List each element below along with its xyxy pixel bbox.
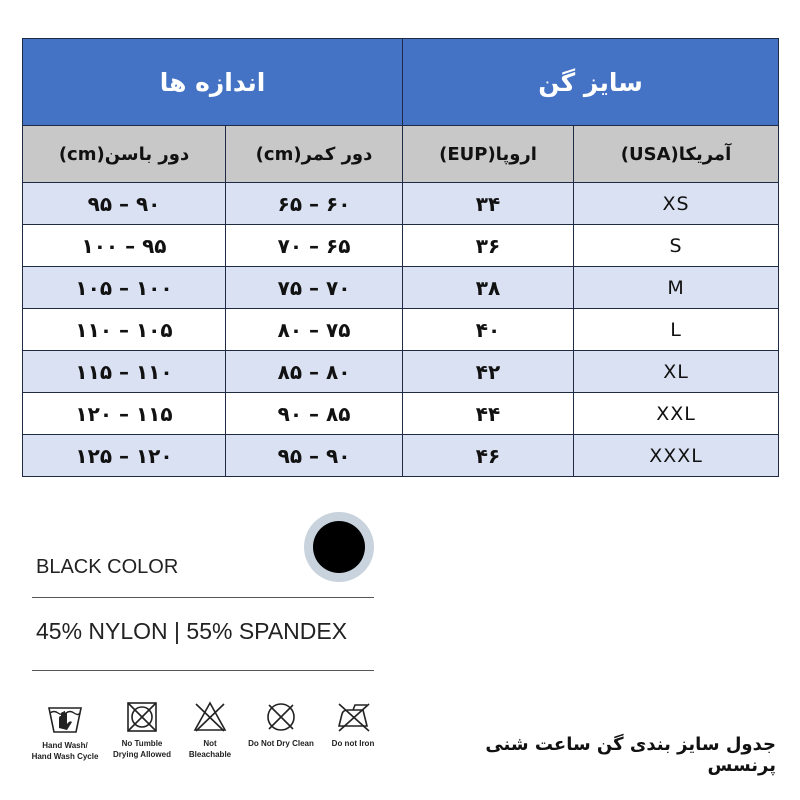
table-row bbox=[23, 351, 779, 393]
column-header-usa: آمریکا(USA) bbox=[574, 126, 779, 183]
no-dry-clean-icon bbox=[264, 700, 298, 734]
europe-size-cell: ۴۲ bbox=[403, 351, 574, 393]
waist-cell: ۷۰ – ۷۵ bbox=[226, 267, 403, 309]
table-row bbox=[23, 309, 779, 351]
waist-cell: ۸۰ – ۸۵ bbox=[226, 351, 403, 393]
usa-size-cell: XL bbox=[574, 351, 779, 393]
usa-size-cell: XS bbox=[574, 183, 779, 225]
chart-caption: جدول سایز بندی گن ساعت شنی پرنسس bbox=[485, 734, 776, 776]
waist-cell: ۹۰ – ۹۵ bbox=[226, 435, 403, 477]
no-tumble-dry-icon bbox=[125, 700, 159, 734]
divider bbox=[32, 670, 374, 671]
care-no-bleach bbox=[182, 700, 238, 760]
care-label: Not Bleachable bbox=[188, 739, 232, 759]
hip-cell: ۱۱۰ – ۱۱۵ bbox=[23, 351, 226, 393]
care-label: No Tumble Drying Allowed bbox=[113, 739, 171, 759]
care-hand-wash bbox=[28, 700, 102, 762]
hip-cell: ۱۱۵ – ۱۲۰ bbox=[23, 393, 226, 435]
europe-size-cell: ۳۸ bbox=[403, 267, 574, 309]
care-label: Do Not Dry Clean bbox=[248, 739, 314, 748]
group-header-measurements: اندازه ها bbox=[23, 39, 403, 126]
waist-cell: ۶۵ – ۷۰ bbox=[226, 225, 403, 267]
table-row bbox=[23, 225, 779, 267]
table-row bbox=[23, 435, 779, 477]
no-bleach-icon bbox=[192, 700, 228, 734]
hip-cell: ۹۵ – ۱۰۰ bbox=[23, 225, 226, 267]
usa-size-cell: S bbox=[574, 225, 779, 267]
europe-size-cell: ۳۴ bbox=[403, 183, 574, 225]
waist-cell: ۶۰ – ۶۵ bbox=[226, 183, 403, 225]
usa-size-cell: XXL bbox=[574, 393, 779, 435]
column-header-hip: دور باسن(cm) bbox=[23, 126, 226, 183]
care-no-tumble-dry bbox=[110, 700, 174, 760]
table-row bbox=[23, 267, 779, 309]
color-swatch bbox=[304, 512, 374, 582]
table-row bbox=[23, 393, 779, 435]
table-row bbox=[23, 183, 779, 225]
hip-cell: ۱۰۵ – ۱۱۰ bbox=[23, 309, 226, 351]
hand-wash-icon bbox=[45, 700, 85, 736]
divider bbox=[32, 597, 374, 598]
size-chart-table bbox=[22, 38, 779, 477]
europe-size-cell: ۴۴ bbox=[403, 393, 574, 435]
hip-cell: ۱۲۰ – ۱۲۵ bbox=[23, 435, 226, 477]
europe-size-cell: ۴۶ bbox=[403, 435, 574, 477]
group-header-size: سایز گن bbox=[403, 39, 779, 126]
column-header-waist: دور کمر(cm) bbox=[226, 126, 403, 183]
usa-size-cell: XXXL bbox=[574, 435, 779, 477]
fabric-composition: 45% NYLON | 55% SPANDEX bbox=[36, 618, 348, 644]
care-no-iron bbox=[322, 700, 384, 749]
europe-size-cell: ۴۰ bbox=[403, 309, 574, 351]
care-label: Do not Iron bbox=[331, 739, 375, 748]
europe-size-cell: ۳۶ bbox=[403, 225, 574, 267]
black-color-dot bbox=[313, 521, 365, 573]
column-header-europe: اروپا(EUP) bbox=[403, 126, 574, 183]
no-iron-icon bbox=[333, 700, 373, 734]
hip-cell: ۱۰۰ – ۱۰۵ bbox=[23, 267, 226, 309]
care-label: Hand Wash/ Hand Wash Cycle bbox=[31, 741, 99, 761]
hip-cell: ۹۰ – ۹۵ bbox=[23, 183, 226, 225]
usa-size-cell: M bbox=[574, 267, 779, 309]
waist-cell: ۸۵ – ۹۰ bbox=[226, 393, 403, 435]
usa-size-cell: L bbox=[574, 309, 779, 351]
waist-cell: ۷۵ – ۸۰ bbox=[226, 309, 403, 351]
color-label: BLACK COLOR bbox=[36, 556, 179, 578]
care-no-dry-clean bbox=[246, 700, 316, 749]
